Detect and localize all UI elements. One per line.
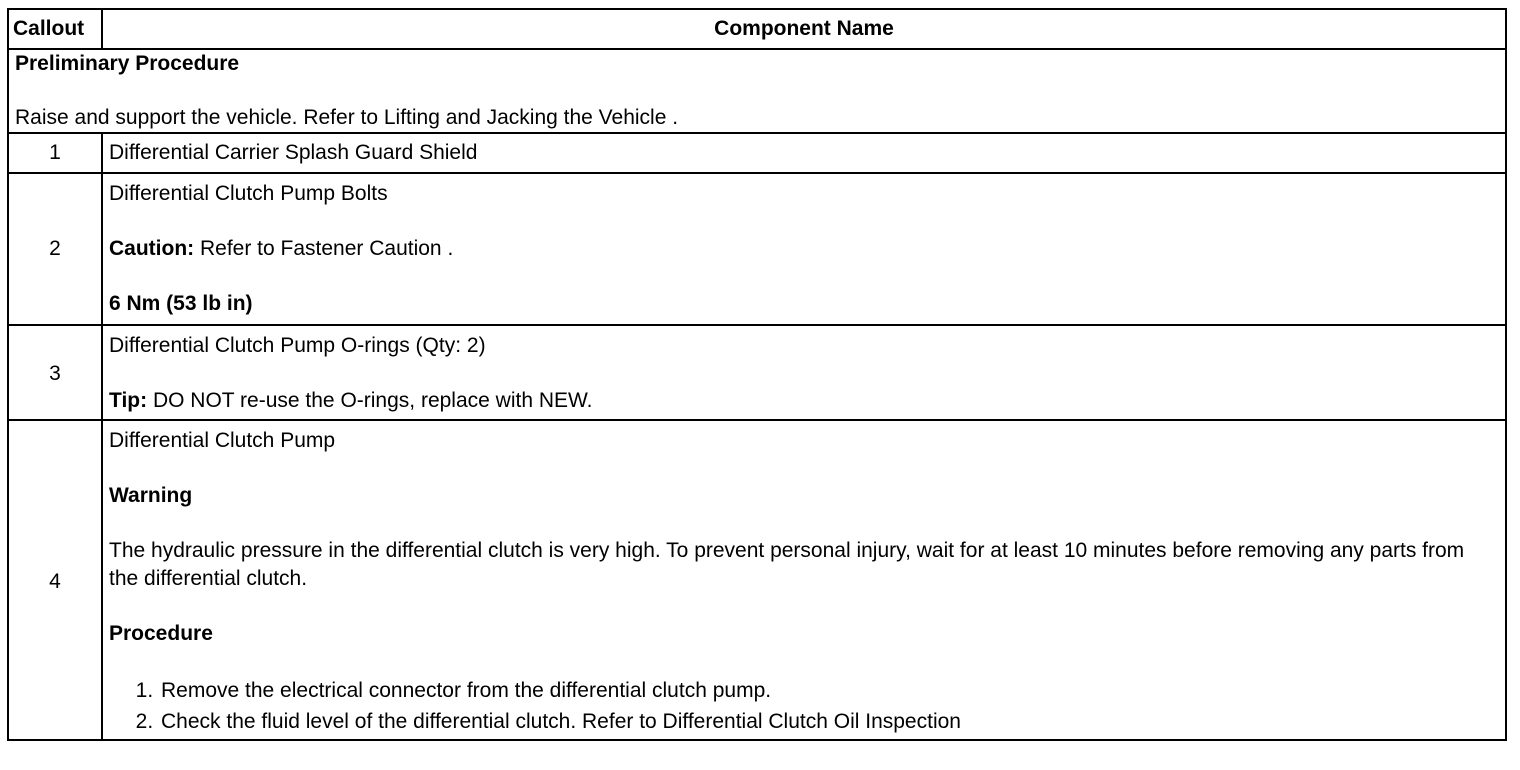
warning-label: Warning (109, 484, 193, 507)
procedure-label: Procedure (109, 622, 213, 645)
caution-note (109, 235, 1499, 263)
tip-text: DO NOT re-use the O-rings, replace with NEW. (147, 389, 593, 412)
component-name: Differential Clutch Pump (109, 429, 336, 452)
preliminary-title: Preliminary Procedure (15, 52, 240, 75)
table-row (8, 133, 1506, 173)
table-row (8, 420, 1506, 740)
preliminary-row (8, 49, 1506, 133)
callout-number: 1 (8, 133, 102, 173)
warning-text: The hydraulic pressure in the differential clutch is very high. To prevent personal injury, wait for at least 10 minutes before removing any parts from the differential clutch. (109, 539, 1465, 590)
table-row (8, 173, 1506, 325)
table-row (8, 325, 1506, 420)
component-name-header: Component Name (102, 9, 1506, 49)
preliminary-text: Raise and support the vehicle. Refer to Lifting and Jacking the Vehicle . (15, 106, 679, 129)
callout-header: Callout (8, 9, 102, 49)
component-name: Differential Clutch Pump Bolts (109, 182, 388, 205)
preliminary-cell (8, 49, 1506, 133)
caution-label: Caution: (109, 237, 195, 260)
component-name: Differential Clutch Pump O-rings (Qty: 2) (109, 334, 486, 357)
procedure-step: 2. Check the fluid level of the differential clutch. Refer to Differential Clutch Oil Inspection (159, 706, 1499, 737)
caution-text: Refer to Fastener Caution . (194, 237, 454, 260)
callout-number: 4 (8, 420, 102, 740)
tip-note (109, 387, 1499, 415)
component-table (7, 8, 1507, 741)
component-name: Differential Carrier Splash Guard Shield (102, 133, 1506, 173)
tip-label: Tip: (109, 389, 148, 412)
header-row (8, 9, 1506, 49)
component-description (102, 173, 1506, 325)
torque-spec: 6 Nm (53 lb in) (109, 292, 253, 315)
component-description (102, 420, 1506, 740)
procedure-steps (109, 675, 1499, 737)
component-description (102, 325, 1506, 420)
procedure-step: 1. Remove the electrical connector from the differential clutch pump. (159, 675, 1499, 706)
callout-number: 3 (8, 325, 102, 420)
callout-number: 2 (8, 173, 102, 325)
